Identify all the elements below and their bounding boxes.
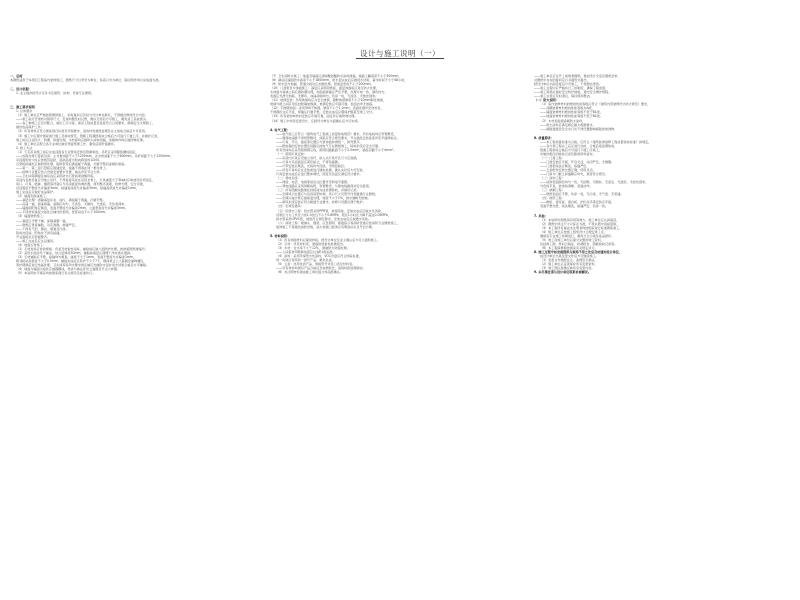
note-line: ——不同材料基层交接处应铺设抗裂网，宽度每边不小于100mm。 [16, 210, 109, 215]
section-heading: 一、总则 [10, 74, 23, 78]
note-line: 确保各专业施工协调进行，避免交叉污染及成品损坏。 [540, 233, 615, 238]
note-line: 试验压力为工作压力的1.5倍且不小于0.6MPa，稳压1小时压力降不超过0.05MPa， [276, 212, 391, 217]
note-line: ——墙面阴阳角应顺直，表面平整度允许偏差2mm，立面垂直度允许偏差3mm。 [16, 206, 128, 211]
note-line: ——所有材料均须有产品合格证及检测报告，进场时报监理验收。 [276, 266, 366, 271]
note-line: （六）消防工程：喷淋头、烟感、应急照明、疏散指示等消防设施应按消防专业图纸施工， [276, 220, 400, 225]
note-line: （14）施工中如需变更设计，应经设计单位书面确认后方可实施。 [270, 118, 361, 123]
section-heading: 7. 其他： [534, 213, 548, 218]
note-line: 1. 业主提供的设计任务书及建筑、结构、设备专业图纸。 [16, 91, 95, 96]
note-line: ——第一、第二层石膏板应错缝安装，接缝不得落在同一根龙骨上。 [16, 165, 109, 170]
note-line: （3）石材铺贴应平整，接缝均匀顺直，缝宽不大于1mm，表面平整度允许偏差1mm， [16, 254, 137, 259]
note-line: ——施工现场应做好安全防护措施，遵守安全操作规程。 [534, 90, 612, 95]
note-line: 石膏板接缝处应做防裂处理，贴防裂带后满刮腻子两遍，打磨平整后涂刷乳胶漆。 [16, 161, 128, 166]
note-line: 开关面板处应套割整齐。 [16, 234, 51, 239]
note-line: ——检修口位置应结合设备安装要求设置，做法详见节点大样。 [16, 169, 103, 174]
note-line: 排水管采用UPVC管，坡度符合规范要求，安装完成后应做通水试验。 [276, 216, 372, 221]
note-line: 同一房间应使用同一批号产品，避免色差。 [276, 258, 335, 263]
document-title: 设计与施工说明（一） [360, 49, 440, 58]
note-line: 并做好相应的验收记录及影像资料留存。 [540, 151, 596, 156]
note-line: （13）所有装饰构件的安装应牢固可靠，固定件应做防锈处理。 [270, 114, 358, 119]
note-line: 施工时应注意防火、防潮、防腐处理，木材面均应做防火涂料两遍，金属构件均应做防锈处理。 [16, 137, 146, 142]
note-line: ——防火涂料应满足相应耐火极限要求。 [540, 122, 596, 127]
section-heading: （一）防火说明： [534, 98, 559, 103]
note-line: 做好成品保护工作。 [16, 125, 44, 130]
note-line: 相邻板块高低差不大于0.5mm，铺贴完成后应养护不少于7天，期间禁止上人踩踏及重物碾压， [16, 258, 147, 263]
note-line: 1. 总体要求 [16, 109, 33, 114]
note-line: （三）所有隐蔽线路须在封板前完成检测验收，并做好记录。 [276, 188, 360, 193]
note-line: ——强弱电线路不得同管敷设，间距应符合规范要求，开关插座安装高度详见平面图标注。 [276, 135, 400, 140]
note-line: （一）照明灯具安装： [276, 151, 307, 156]
note-line: （3）木材：含水率不大于12%，须做防火防腐处理。 [276, 245, 350, 250]
section-heading: 二、设计依据： [10, 87, 32, 92]
notes-column-1 [10, 74, 264, 275]
note-line: （二）弱电系统： [276, 176, 301, 181]
note-line: （1）室内装修材料的燃烧性能等级应符合《建筑内部装修设计防火规范》要求， [540, 102, 651, 107]
note-line: ——各分项工程完工后应进行自检，合格后报监理验收， [540, 143, 618, 148]
note-line: 阴角处搭接，阳角处不得有接缝。 [16, 230, 63, 235]
note-line: （1）本说明与图纸具有同等效力，施工单位应认真阅读， [540, 217, 620, 222]
note-line: 表面平整光滑，线条顺直，接缝严密，色泽一致。 [540, 204, 609, 209]
note-line: 施工完成后应做好成品保护。 [16, 190, 57, 195]
note-line: （4）地面与墙面交接处应做踢脚线，材质与做法详见立面图及节点大样图。 [16, 267, 121, 272]
note-line: （2）施工单位应妥善保存所有变更资料， [540, 262, 598, 267]
section-heading: 三、施工要求说明 [10, 105, 35, 110]
note-line: ——施工完成后应注意通风。 [16, 238, 57, 243]
note-line: 对图纸中存在的疑问应以书面形式提出， [534, 78, 590, 83]
note-line: 不锈钢折边应平直，焊缝应打磨平整，安装完成后应覆保护膜直至竣工交付。 [270, 110, 376, 115]
note-line: ——轻钢龙骨石膏板吊顶：主龙骨间距不大于1200mm，次龙骨间距不大于600mm，吊杆间距不大于1200mm。 [16, 153, 174, 158]
note-line: （6）未注明材料须由施工单位提交样品经确认。 [276, 270, 343, 275]
note-line: ——壁纸应垂直铺贴，对花准确，拼缝严密， [16, 222, 78, 227]
note-line: 吊顶面层平整度允许偏差3mm，接缝直线度允许偏差3mm，接缝高低差允许偏差1mm， [16, 186, 139, 191]
note-line: ——底漆一遍，面漆两遍，涂刷应均匀，无流坠、无刷纹、无透底、无色差现象。 [16, 202, 128, 207]
note-line: （3）施工中应遵守国家现行施工及验收规范，隐蔽工程须经验收合格后方可进行下道工序，并做好记录， [16, 133, 161, 138]
note-line: 灯具安装完成后应进行整体调试，照度及色温应满足设计要求。 [276, 172, 363, 177]
note-line: 隐蔽工程验收合格后方可进行下道工序施工， [540, 147, 602, 152]
note-line: （5）五金：选用优质产品，规格型号详见门表及材料表。 [276, 262, 356, 267]
note-line: （4）地面石材施工： [16, 242, 46, 247]
note-line: （12）不锈钢饰面：采用304不锈钢，厚度不小于1.2mm，表面处理详见材料表， [270, 106, 384, 111]
note-line: ——人造板材甲醛释放量应达到E1级标准。 [276, 249, 336, 254]
note-line: ——空调冷凝水管应做保温处理，坡度不小于1%，排水通畅无倒坡。 [276, 196, 371, 201]
note-line: 风口、灯具、喷淋、烟感等设备应与吊顶面层协调布置，排列整齐美观，检修方便，安全可靠， [16, 182, 146, 187]
section-heading: 8. 施工过程中如发现图纸与现场不符之处应及时通知设计单位， [534, 249, 622, 254]
note-line: （8）淋浴区墙面防水高度不小于1800mm，防水层完成后应做闭水试验，蓄水时间不少于48小时， [270, 78, 408, 83]
note-line: 玻璃与框之间应用密封胶填嵌饱满，玻璃安装应牢固可靠，表面洁净无划痕。 [270, 102, 376, 107]
note-line: （1）所有饰面材料应提供样板，经设计单位及业主确认后方可大面积施工。 [276, 237, 381, 242]
note-line: 由设计单位出具变更文件后方可继续施工。 [540, 253, 599, 258]
note-line: （2）图纸中所注尺寸以标注为准，不得从图中直接量取， [540, 221, 620, 226]
note-line: 木饰面与墙体之间应做防潮处理，饰面板拼缝应严密平整，纹理方向一致，颜色均匀， [270, 90, 388, 95]
note-line: ——灯具与吊顶面层应紧密贴合，不得有缝隙。 [276, 159, 341, 164]
note-line: （1）施工单位应严格按照图纸施工，如有疑问应及时与设计单位联系，不得擅自修改设计内容。 [16, 113, 148, 118]
note-line: ——门扇与门框之间缝隙应均匀，宽度符合规范。 [540, 172, 609, 177]
note-line: （11）玻璃安装：所用玻璃均应为安全玻璃，隔断玻璃厚度不小于10mm钢化玻璃， [270, 98, 386, 103]
note-line: 分色线平直，装饰线清晰，表面洁净。 [540, 184, 593, 189]
note-line: ——涂饰表面颜色均匀一致，无砂眼、无刷纹、无流坠、无透底、无咬色现象， [540, 180, 649, 185]
note-line: ——新风系统安装应符合暖通专业要求，检修口设置应便于维护。 [276, 200, 366, 205]
note-line: 2. 施工方法 [16, 145, 33, 150]
note-line: 养护期满后进行结晶处理，卫生间等有防水要求的区域应先做防水层并闭水试验合格后方可铺贴。 [16, 263, 150, 268]
note-line: （1）变更文件须经业主、监理签字确认， [540, 258, 598, 263]
note-line: ——灯带安装应顺直，光线均匀连续，无明显暗区。 [276, 163, 348, 168]
note-line: ——门窗安装应牢固，开启灵活，关闭严密，无倒翘。 [540, 159, 615, 164]
note-line: ——疏散通道及安全出口处不得设置影响疏散的装饰物。 [540, 126, 618, 131]
note-line: ——五金配件安装位置正确，使用灵活。 [540, 168, 596, 173]
note-line: ——灯具、开关、插座等位置应与装饰面协调统一，排列整齐。 [276, 139, 363, 144]
note-line: 所有导线均应采用阻燃铜芯线，照明回路截面不小于2.5mm²，插座回路不小于4mm²。 [276, 147, 397, 152]
note-line: ——弱电线路应采用屏蔽线缆，穿管敷设，与强电线路保持安全距离。 [276, 184, 372, 189]
note-line: （1）天花吊顶施工前应完成顶面各专业管线安装及隐蔽验收，吊杆应采用膨胀螺栓固定， [16, 149, 139, 154]
notes-column-2 [270, 74, 528, 274]
note-line: ——施工单位应在开工前熟悉图纸，参加设计交底及图纸会审， [534, 74, 621, 78]
note-line: （7）卫生间防水施工：地面及墙面应涂刷聚氨酯防水涂料两遍，墙面上翻高度不小于300mm， [270, 74, 402, 78]
note-line: ——吊顶内灯具应设独立吊杆，嵌入式灯具开孔尺寸应准确， [276, 155, 360, 160]
note-line: （9）防水层与地漏、管道交接处应加强处理，附加层宽度不小于200mm。 [270, 82, 374, 87]
note-line: 吊顶面积较大时应按规范起拱，起拱高度为短向跨度的1/200。 [16, 157, 103, 162]
note-line: ——壁纸表面应平整，色泽一致，无污染、无气泡、无裂缝。 [540, 192, 624, 197]
note-line: ——配电箱的安装位置及回路应按电气专业图纸施工，接地系统应安全可靠。 [276, 143, 382, 148]
note-line: 表面应光滑无划痕、无锤印，油漆涂刷均匀，色泽一致，无流坠、无皱皮现象。 [270, 94, 379, 99]
note-line: （6）本工程保修期按国家有关规定执行。 [540, 245, 598, 250]
note-line: ——各工种施工应密切配合，做好工序交接，保证工程质量及进度符合合同要求，确保安全文明施工， [16, 121, 156, 126]
note-line: 本图纸适用于本项目工程室内装饰施工，图纸尺寸以毫米为单位，标高以米为单位，除注明外均以完成面为准。 [10, 78, 162, 83]
note-line: 经设计单位书面答复后方可施工，不得擅自更改。 [534, 82, 603, 87]
note-line: 包括竣工图、材料合格证、检测报告、隐蔽验收记录等。 [540, 241, 618, 246]
note-line: （3）竣工图应准确反映所有变更内容。 [540, 266, 595, 271]
note-line: （2）木材表面须涂刷防火涂料， [540, 118, 586, 123]
note-line: （5）竣工时施工单位应提交完整的竣工资料， [540, 237, 604, 242]
note-line: ——施工过程中应严格执行三检制度，确保工程质量。 [534, 86, 609, 91]
note-line: （1）石材进场应检验规格、色差及放射性指标，铺贴前应做六面防护处理，按排版图预排编号。 [16, 246, 148, 251]
note-line: ——施工垃圾应及时清运，保持现场整洁。 [534, 94, 593, 99]
section-heading: 4. 电气工程： [270, 127, 290, 132]
notes-column-3 [534, 74, 790, 274]
note-line: ——顶棚装修材料燃烧性能等级为A级， [540, 106, 595, 111]
note-line: ——所有灯具均应在安装前进行通电检测，确认完好后方可安装， [276, 168, 366, 173]
note-line: （一）门窗工程： [540, 155, 565, 160]
note-line: （二）涂饰工程： [540, 176, 565, 181]
note-line: ——基层应平整干燥，涂刷基膜一遍， [16, 218, 69, 223]
note-line: （四）空调及通风： [276, 204, 304, 209]
section-heading: 5. 材料说明： [270, 233, 290, 238]
note-line: ——不得有气泡、翘边、褶皱及污渍。 [16, 226, 69, 231]
note-line: （4）施工单位应按施工组织设计合理安排工序， [540, 229, 607, 234]
note-line: （四）细部工程： [540, 196, 565, 201]
note-line: （3）墙面壁纸施工： [16, 214, 46, 219]
section-heading: 9. 未尽事宜请与设计单位联系协商解决。 [534, 270, 591, 275]
note-line: （五）给排水工程：给水管采用PPR管，热熔连接，安装完成后应做水压试验， [276, 208, 384, 213]
note-line: （三）裱糊工程： [540, 188, 565, 193]
note-line: （2）石材：详见材料表，须提供放射性检测报告。 [276, 241, 347, 246]
note-line: ——门窗套线条应顺直，接缝严密， [540, 163, 590, 168]
note-line: ——电气施工应符合《建筑电气工程施工质量验收规范》要求，所有电线均应穿管敷设， [276, 131, 397, 136]
note-line: （2）墙面乳胶漆施工： [16, 194, 49, 199]
note-line: （3）本工程所有做法未注明者均按国家现行标准图集施工， [540, 225, 623, 230]
note-line: （2）采用水泥砂浆干铺法，结合层厚度30mm，铺贴前基层应清理干净并洒水湿润。 [16, 250, 134, 255]
section-heading: 6. 质量要求： [534, 135, 554, 140]
note-line: （5）本说明未尽事宜均按国家现行有关规范及标准执行。 [16, 271, 96, 276]
note-line: 吊顶内各类设备应设独立吊杆，不得直接吊挂在吊顶龙骨上，灯具重量大于3kg时应单独设吊杆固定， [16, 178, 155, 183]
note-line: ——基层处理：清除基层浮灰、油污，满刮腻子两遍，打磨平整。 [16, 198, 106, 203]
note-line: ——本工程质量标准为合格，应符合《建筑装饰装修工程质量验收标准》的规定， [540, 139, 652, 144]
note-line: ——地面装修材料燃烧性能等级不低于B1级。 [540, 114, 603, 119]
note-line: ——卫生间等潮湿区域吊顶应采用防水石膏板或硅酸钙板。 [16, 173, 97, 178]
note-line: ——橱柜、窗帘盒、窗台板、护栏扶手等安装应牢固， [540, 200, 615, 205]
title-underline [356, 58, 444, 59]
note-line: ——墙面装修材料燃烧性能等级不低于B1级， [540, 110, 603, 115]
note-line: ——施工前应仔细核对现场尺寸，发现问题及时反馈，确认无误后方可施工，避免返工造成损失。 [16, 117, 150, 122]
note-line: （10）门窗套及木饰面施工：基层应采用阻燃板，面层饰面板应进行防火处理， [270, 86, 380, 91]
note-line: （4）施工单位应配合各专业单位做好预留预埋工作，避免后期开凿破坏。 [16, 141, 117, 146]
note-line: ——空调风口位置应与吊顶造型协调，风口尺寸及型号详见暖通专业图纸。 [276, 192, 379, 197]
note-line: ——网络、电话、电视等信息点位置详见弱电平面图。 [276, 180, 351, 185]
note-line: （4）涂料：采用环保型水性涂料，VOC含量应符合国家标准， [276, 253, 362, 258]
note-line: 装饰施工不得遮挡消防设施，消火栓箱门装饰应有明显标识且开启方便。 [276, 224, 375, 229]
note-line: （2）所有材料应符合国家现行标准及环保要求，进场材料须经监理及业主验收合格后方可使用。 [16, 129, 148, 134]
